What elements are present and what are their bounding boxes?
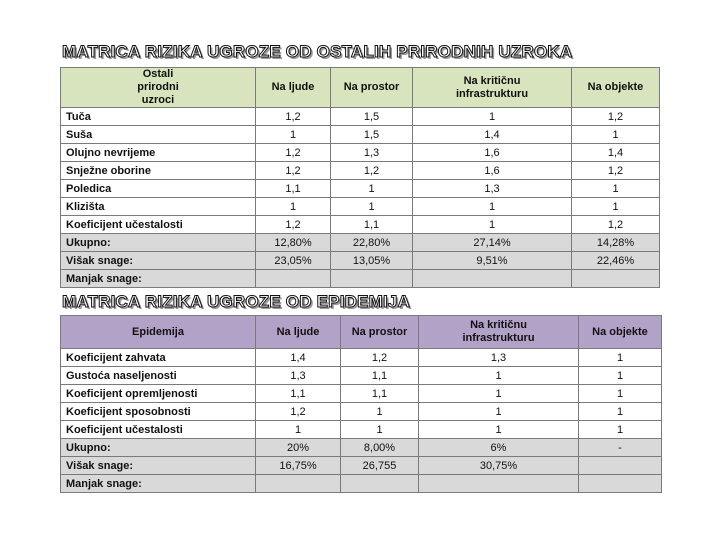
cell-value: 16,75% xyxy=(256,457,341,475)
cell-value: 1,1 xyxy=(331,216,413,234)
table-row xyxy=(61,108,660,126)
cell-value: 1 xyxy=(331,198,413,216)
cell-value: 1,2 xyxy=(341,349,419,367)
cell-value: 1,3 xyxy=(256,367,341,385)
cell-value: 1 xyxy=(572,198,660,216)
cell-value: 1,3 xyxy=(413,180,572,198)
header-people: Na ljude xyxy=(256,68,331,108)
cell-value: 12,80% xyxy=(256,234,331,252)
header-objects: Na objekte xyxy=(579,316,662,349)
table-row xyxy=(61,144,660,162)
cell-value: 22,46% xyxy=(572,252,660,270)
row-label: Klizišta xyxy=(61,198,256,216)
cell-value xyxy=(572,270,660,288)
cell-value: 1 xyxy=(572,180,660,198)
cell-value: 1,2 xyxy=(256,216,331,234)
cell-value: 1,1 xyxy=(341,385,419,403)
row-label: Koeficijent zahvata xyxy=(61,349,256,367)
cell-value: 1,2 xyxy=(256,403,341,421)
cell-value: 30,75% xyxy=(419,457,579,475)
cell-value: 1,6 xyxy=(413,162,572,180)
cell-value: 1,1 xyxy=(341,367,419,385)
row-label: Koeficijent sposobnosti xyxy=(61,403,256,421)
cell-value: 1 xyxy=(413,216,572,234)
cell-value: 1 xyxy=(413,108,572,126)
header-space: Na prostor xyxy=(341,316,419,349)
row-label: Koeficijent učestalosti xyxy=(61,216,256,234)
title-natural-causes: MATRICA RIZIKA UGROZE OD OSTALIH PRIRODNIH UZROKA xyxy=(62,42,573,61)
cell-value: 1,1 xyxy=(256,180,331,198)
row-label: Suša xyxy=(61,126,256,144)
cell-value: 1 xyxy=(579,385,662,403)
cell-value: 1,3 xyxy=(331,144,413,162)
cell-value xyxy=(579,475,662,493)
table-header-row xyxy=(61,68,660,108)
table-row xyxy=(61,349,662,367)
cell-value: 1,2 xyxy=(331,162,413,180)
cell-value xyxy=(579,457,662,475)
row-label: Manjak snage: xyxy=(61,270,256,288)
cell-value: 1 xyxy=(331,180,413,198)
row-label: Gustoća naseljenosti xyxy=(61,367,256,385)
cell-value: 1 xyxy=(413,198,572,216)
cell-value: 9,51% xyxy=(413,252,572,270)
cell-value: 26,755 xyxy=(341,457,419,475)
cell-value: 27,14% xyxy=(413,234,572,252)
table-header-row xyxy=(61,316,662,349)
cell-value xyxy=(413,270,572,288)
summary-row-deficit xyxy=(61,475,662,493)
row-label: Višak snage: xyxy=(61,457,256,475)
cell-value: 1 xyxy=(419,385,579,403)
cell-value: 1,4 xyxy=(572,144,660,162)
header-infrastructure: Na kritičnu infrastrukturu xyxy=(413,68,572,108)
cell-value: 1 xyxy=(419,403,579,421)
cell-value: - xyxy=(579,439,662,457)
table-row xyxy=(61,162,660,180)
cell-value: 1,2 xyxy=(256,162,331,180)
cell-value: 1 xyxy=(579,421,662,439)
row-label: Tuča xyxy=(61,108,256,126)
summary-row-total xyxy=(61,234,660,252)
cell-value: 1,3 xyxy=(419,349,579,367)
cell-value: 1 xyxy=(579,349,662,367)
header-cause: Ostali prirodni uzroci xyxy=(61,68,256,108)
header-space: Na prostor xyxy=(331,68,413,108)
cell-value: 8,00% xyxy=(341,439,419,457)
cell-value xyxy=(256,270,331,288)
cell-value: 1 xyxy=(419,367,579,385)
cell-value: 14,28% xyxy=(572,234,660,252)
table-row xyxy=(61,180,660,198)
header-epidemic: Epidemija xyxy=(61,316,256,349)
cell-value: 13,05% xyxy=(331,252,413,270)
cell-value xyxy=(331,270,413,288)
row-label: Olujno nevrijeme xyxy=(61,144,256,162)
table-row xyxy=(61,403,662,421)
summary-row-total xyxy=(61,439,662,457)
row-label: Ukupno: xyxy=(61,439,256,457)
cell-value xyxy=(256,475,341,493)
cell-value: 1,6 xyxy=(413,144,572,162)
cell-value: 1,2 xyxy=(572,108,660,126)
risk-matrix-epidemics xyxy=(60,315,662,493)
row-label: Ukupno: xyxy=(61,234,256,252)
header-infrastructure: Na kritičnu infrastrukturu xyxy=(419,316,579,349)
table-row xyxy=(61,198,660,216)
cell-value: 1 xyxy=(572,126,660,144)
header-objects: Na objekte xyxy=(572,68,660,108)
cell-value: 6% xyxy=(419,439,579,457)
cell-value: 1,2 xyxy=(572,162,660,180)
header-people: Na ljude xyxy=(256,316,341,349)
row-label: Koeficijent učestalosti xyxy=(61,421,256,439)
risk-matrix-natural-causes xyxy=(60,67,660,288)
table-row xyxy=(61,367,662,385)
cell-value: 1 xyxy=(256,198,331,216)
table-row xyxy=(61,421,662,439)
cell-value: 1,5 xyxy=(331,108,413,126)
cell-value: 1,2 xyxy=(256,108,331,126)
row-label: Snježne oborine xyxy=(61,162,256,180)
cell-value xyxy=(341,475,419,493)
summary-row-surplus xyxy=(61,252,660,270)
cell-value: 23,05% xyxy=(256,252,331,270)
row-label: Manjak snage: xyxy=(61,475,256,493)
cell-value: 1,2 xyxy=(572,216,660,234)
title-epidemics: MATRICA RIZIKA UGROZE OD EPIDEMIJA xyxy=(62,292,411,311)
cell-value: 1 xyxy=(256,421,341,439)
cell-value: 1,1 xyxy=(256,385,341,403)
row-label: Koeficijent opremljenosti xyxy=(61,385,256,403)
cell-value: 1,5 xyxy=(331,126,413,144)
table-row xyxy=(61,385,662,403)
cell-value: 1 xyxy=(579,403,662,421)
table-row xyxy=(61,126,660,144)
cell-value: 1 xyxy=(341,403,419,421)
cell-value: 1,2 xyxy=(256,144,331,162)
table-row xyxy=(61,216,660,234)
cell-value: 20% xyxy=(256,439,341,457)
cell-value: 1,4 xyxy=(256,349,341,367)
summary-row-deficit xyxy=(61,270,660,288)
cell-value: 22,80% xyxy=(331,234,413,252)
cell-value: 1 xyxy=(419,421,579,439)
summary-row-surplus xyxy=(61,457,662,475)
cell-value xyxy=(419,475,579,493)
row-label: Poledica xyxy=(61,180,256,198)
cell-value: 1,4 xyxy=(413,126,572,144)
cell-value: 1 xyxy=(341,421,419,439)
row-label: Višak snage: xyxy=(61,252,256,270)
cell-value: 1 xyxy=(256,126,331,144)
cell-value: 1 xyxy=(579,367,662,385)
